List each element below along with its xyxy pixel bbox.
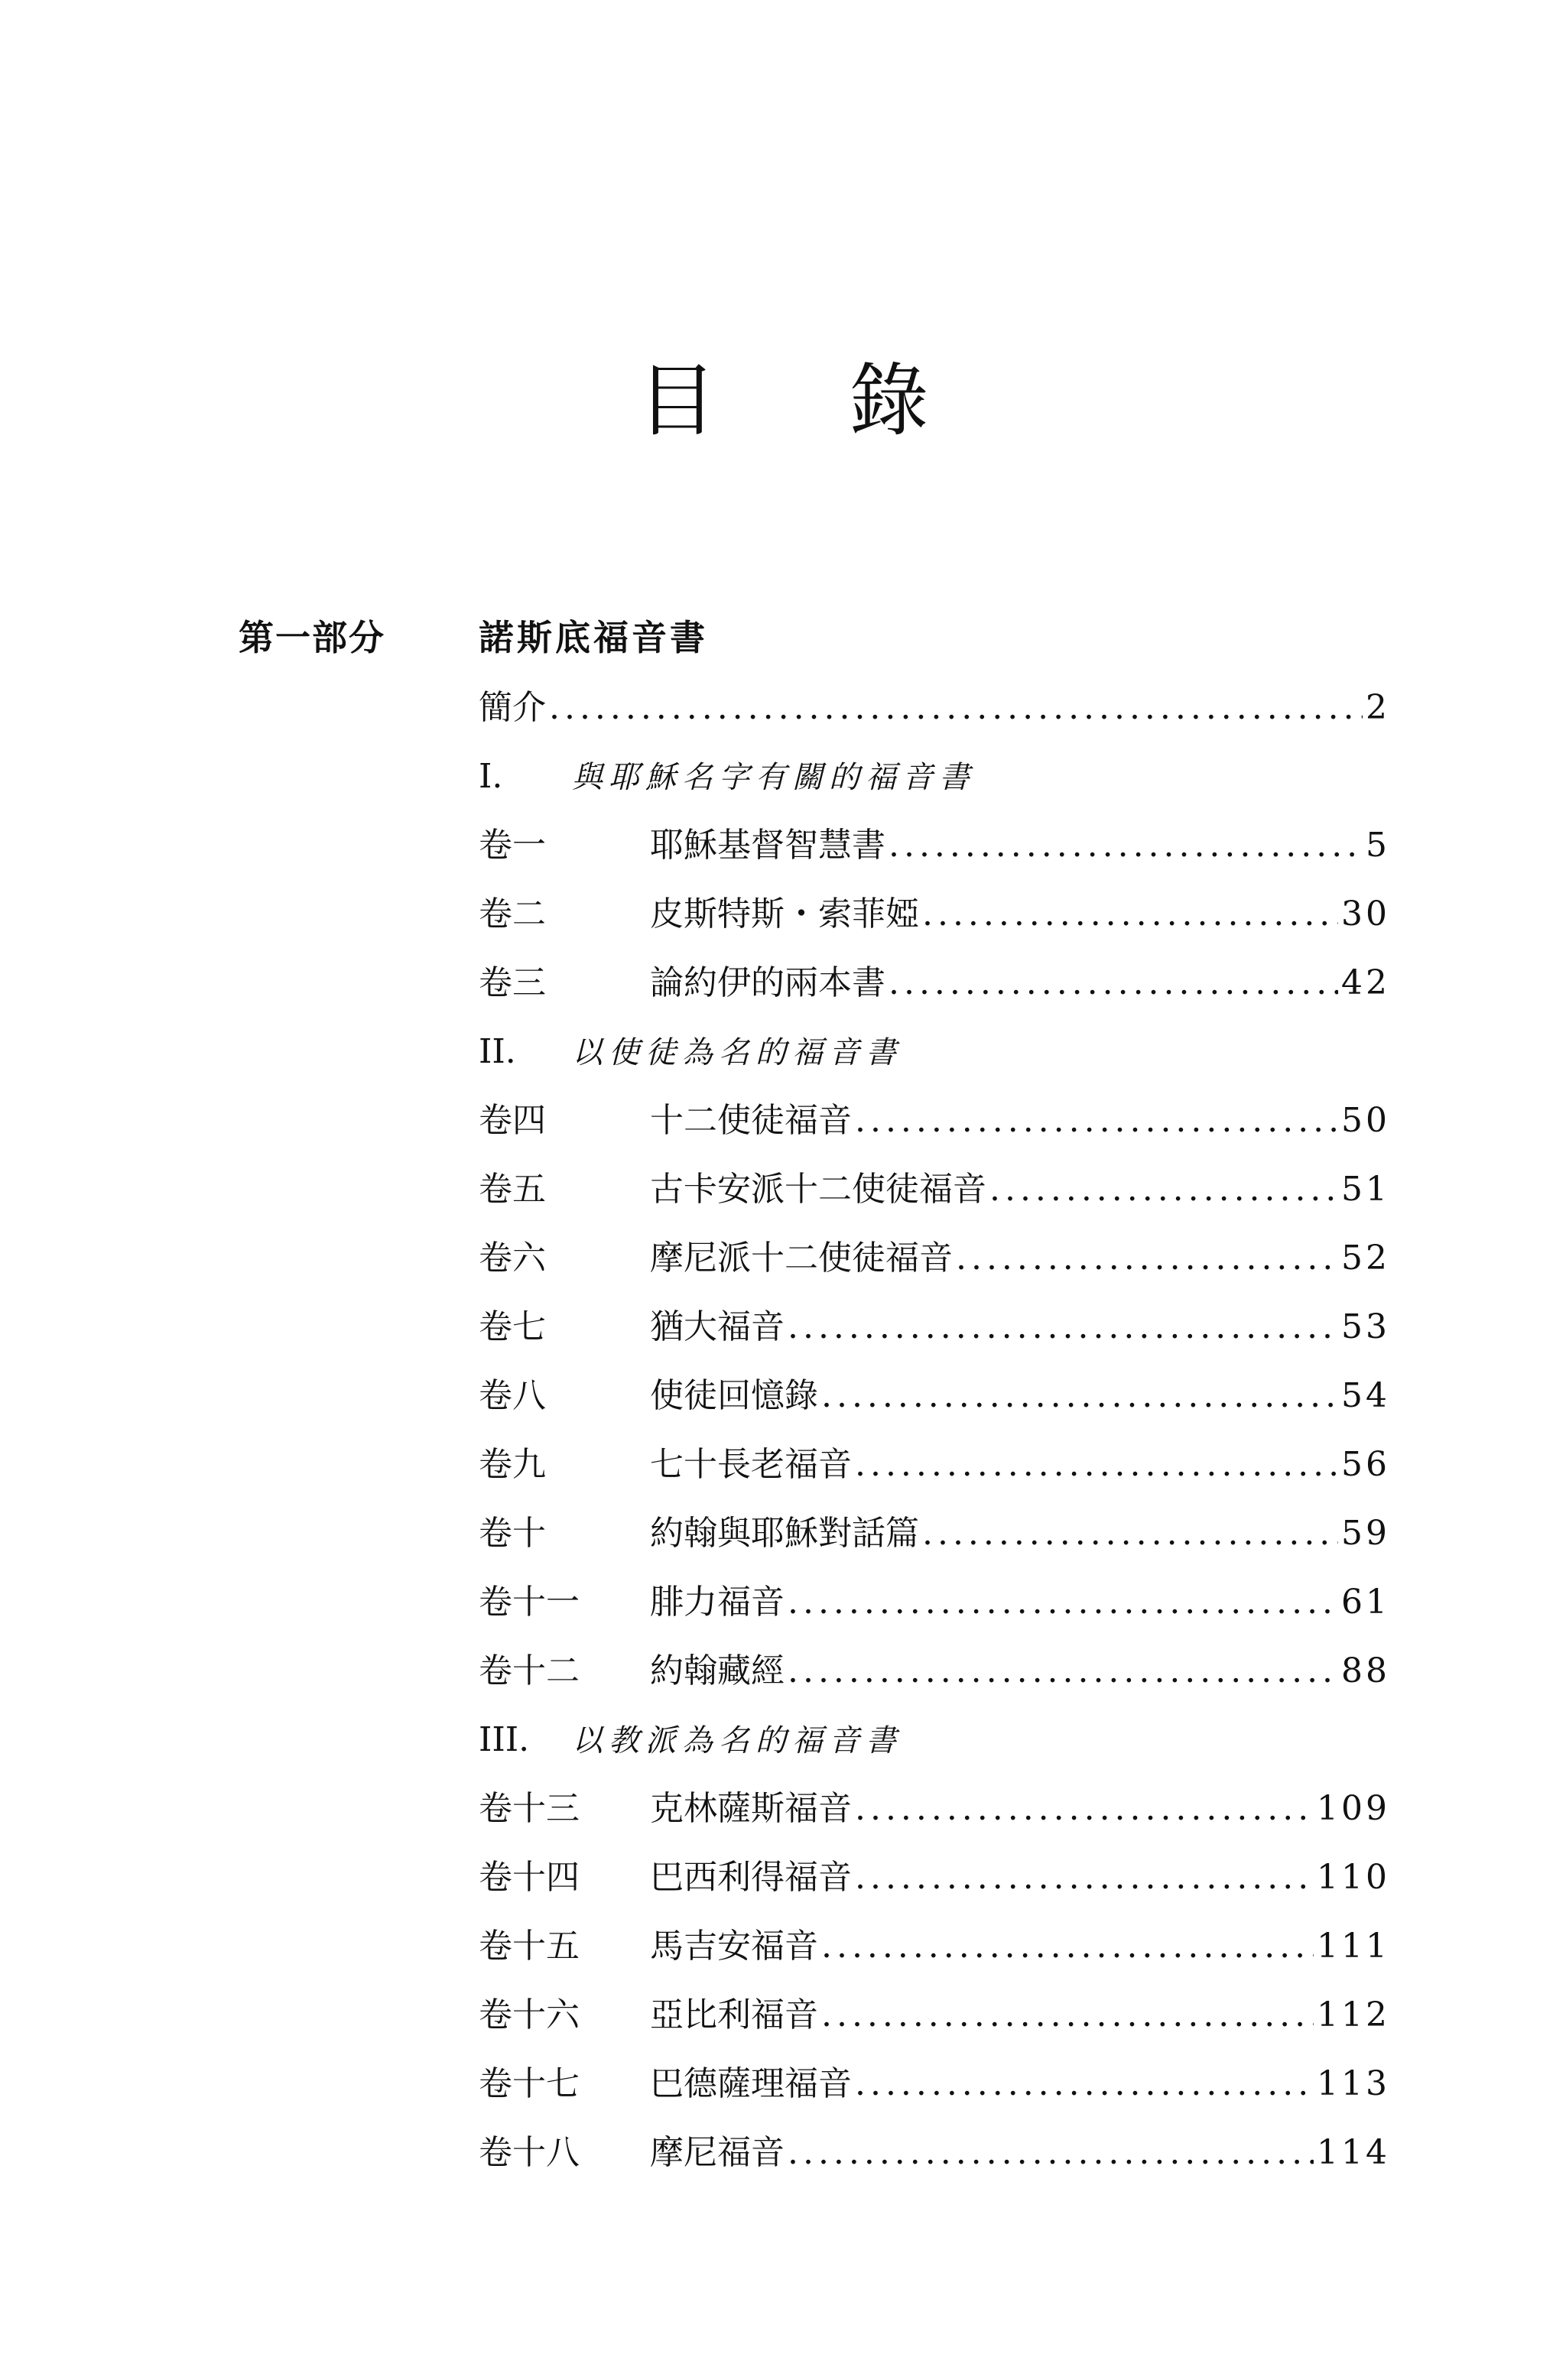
toc-volume-number: 卷一 (479, 826, 546, 865)
toc-volume-number: 卷五 (479, 1170, 546, 1209)
toc-entry-title: 使徒回憶錄 (650, 1376, 818, 1415)
toc-entry-title: 馬吉安福音 (650, 1927, 818, 1966)
section-heading (479, 754, 976, 800)
section-number: II. (479, 1032, 516, 1071)
part-title: 諾斯底福音書 (479, 617, 708, 658)
leader-dots (821, 1924, 1314, 1969)
toc-volume-number: 卷十四 (479, 1858, 580, 1897)
toc-volume-number: 卷二 (479, 895, 546, 933)
toc-entry-title: 巴西利得福音 (650, 1858, 852, 1897)
toc-entry-title: 十二使徒福音 (650, 1101, 852, 1140)
toc-entry-title: 皮斯特斯・索菲婭 (650, 895, 919, 933)
toc-entry-title: 摩尼派十二使徒福音 (650, 1239, 953, 1278)
leader-dots (788, 1304, 1338, 1350)
toc-entry-title: 約翰與耶穌對話篇 (650, 1514, 919, 1553)
page-title: 目 錄 (637, 354, 983, 447)
toc-volume-number: 卷十七 (479, 2064, 580, 2103)
toc-page-number: 51 (1341, 1170, 1390, 1209)
toc-page-number: 111 (1317, 1927, 1390, 1966)
section-number: I. (479, 757, 503, 796)
section-heading (479, 1717, 902, 1763)
toc-page-number: 30 (1341, 895, 1390, 933)
toc-page-number: 52 (1341, 1239, 1390, 1278)
toc-entry[interactable] (479, 1373, 1390, 1419)
toc-volume-number: 卷九 (479, 1445, 546, 1484)
toc-entry-title: 簡介 (479, 688, 546, 727)
leader-dots (889, 823, 1363, 869)
leader-dots (788, 1648, 1338, 1694)
toc-volume-number: 卷七 (479, 1307, 546, 1346)
toc-page-number: 114 (1317, 2133, 1390, 2172)
toc-page-number: 42 (1341, 963, 1390, 1002)
toc-entry[interactable] (479, 1924, 1390, 1969)
toc-volume-number: 卷十一 (479, 1583, 580, 1622)
toc-page-number: 5 (1366, 826, 1390, 865)
toc-entry[interactable] (479, 891, 1390, 937)
toc-entry[interactable] (479, 1786, 1390, 1832)
toc-entry-title: 古卡安派十二使徒福音 (650, 1170, 986, 1209)
toc-volume-number: 卷十六 (479, 1995, 580, 2034)
leader-dots (855, 1786, 1314, 1832)
toc-page-number: 54 (1341, 1376, 1390, 1415)
leader-dots (855, 1442, 1338, 1488)
toc-entry[interactable] (479, 1167, 1390, 1213)
toc-page-number: 61 (1341, 1583, 1390, 1622)
leader-dots (788, 1580, 1338, 1625)
toc-page-number: 56 (1341, 1445, 1390, 1484)
leader-dots (922, 1511, 1338, 1557)
toc-volume-number: 卷十二 (479, 1651, 580, 1690)
toc-entry[interactable] (479, 1580, 1390, 1625)
toc-volume-number: 卷六 (479, 1239, 546, 1278)
toc-page-number: 50 (1341, 1101, 1390, 1140)
toc-entry[interactable] (479, 1855, 1390, 1901)
leader-dots (788, 2130, 1314, 2176)
section-heading (479, 1029, 902, 1075)
section-number: III. (479, 1720, 530, 1759)
toc-volume-number: 卷十三 (479, 1789, 580, 1828)
toc-volume-number: 卷十 (479, 1514, 546, 1553)
toc-entry[interactable] (479, 2130, 1390, 2176)
toc-intro-row[interactable] (479, 685, 1390, 731)
leader-dots (549, 685, 1363, 731)
toc-entry[interactable] (479, 2061, 1390, 2107)
toc-page-number: 109 (1317, 1789, 1390, 1828)
toc-entry-title: 巴德薩理福音 (650, 2064, 852, 2103)
leader-dots (855, 2061, 1314, 2107)
leader-dots (821, 1992, 1314, 2038)
toc-entry[interactable] (479, 1304, 1390, 1350)
toc-page-number: 53 (1341, 1307, 1390, 1346)
toc-page-number: 88 (1341, 1651, 1390, 1690)
toc-entry-title: 克林薩斯福音 (650, 1789, 852, 1828)
toc-page-number: 2 (1366, 688, 1390, 727)
toc-entry[interactable] (479, 960, 1390, 1006)
toc-entry[interactable] (479, 1511, 1390, 1557)
toc-entry[interactable] (479, 1442, 1390, 1488)
leader-dots (956, 1235, 1338, 1281)
toc-entry-title: 猶大福音 (650, 1307, 785, 1346)
toc-entry-title: 論約伊的兩本書 (650, 963, 885, 1002)
leader-dots (889, 960, 1338, 1006)
toc-entry[interactable] (479, 1992, 1390, 2038)
section-title: 以使徒為名的福音書 (572, 1035, 902, 1070)
toc-volume-number: 卷十五 (479, 1927, 580, 1966)
leader-dots (922, 891, 1338, 937)
toc-entry-title: 亞比利福音 (650, 1995, 818, 2034)
leader-dots (855, 1098, 1338, 1144)
toc-volume-number: 卷十八 (479, 2133, 580, 2172)
toc-entry-title: 約翰藏經 (650, 1651, 785, 1690)
toc-volume-number: 卷八 (479, 1376, 546, 1415)
part-label: 第一部分 (239, 617, 385, 658)
toc-page-number: 59 (1341, 1514, 1390, 1553)
toc-page-number: 113 (1317, 2064, 1390, 2103)
toc-entry[interactable] (479, 1648, 1390, 1694)
toc-entry[interactable] (479, 1235, 1390, 1281)
leader-dots (821, 1373, 1338, 1419)
toc-entry[interactable] (479, 823, 1390, 869)
toc-entry-title: 摩尼福音 (650, 2133, 785, 2172)
section-title: 與耶穌名字有關的福音書 (572, 760, 976, 795)
toc-page-number: 110 (1317, 1858, 1390, 1897)
toc-volume-number: 卷三 (479, 963, 546, 1002)
leader-dots (989, 1167, 1338, 1213)
toc-volume-number: 卷四 (479, 1101, 546, 1140)
toc-entry-title: 腓力福音 (650, 1583, 785, 1622)
toc-page-number: 112 (1317, 1995, 1390, 2034)
toc-entry[interactable] (479, 1098, 1390, 1144)
toc-entry-title: 耶穌基督智慧書 (650, 826, 885, 865)
toc-entry-title: 七十長老福音 (650, 1445, 852, 1484)
section-title: 以教派為名的福音書 (572, 1723, 902, 1758)
leader-dots (855, 1855, 1314, 1901)
